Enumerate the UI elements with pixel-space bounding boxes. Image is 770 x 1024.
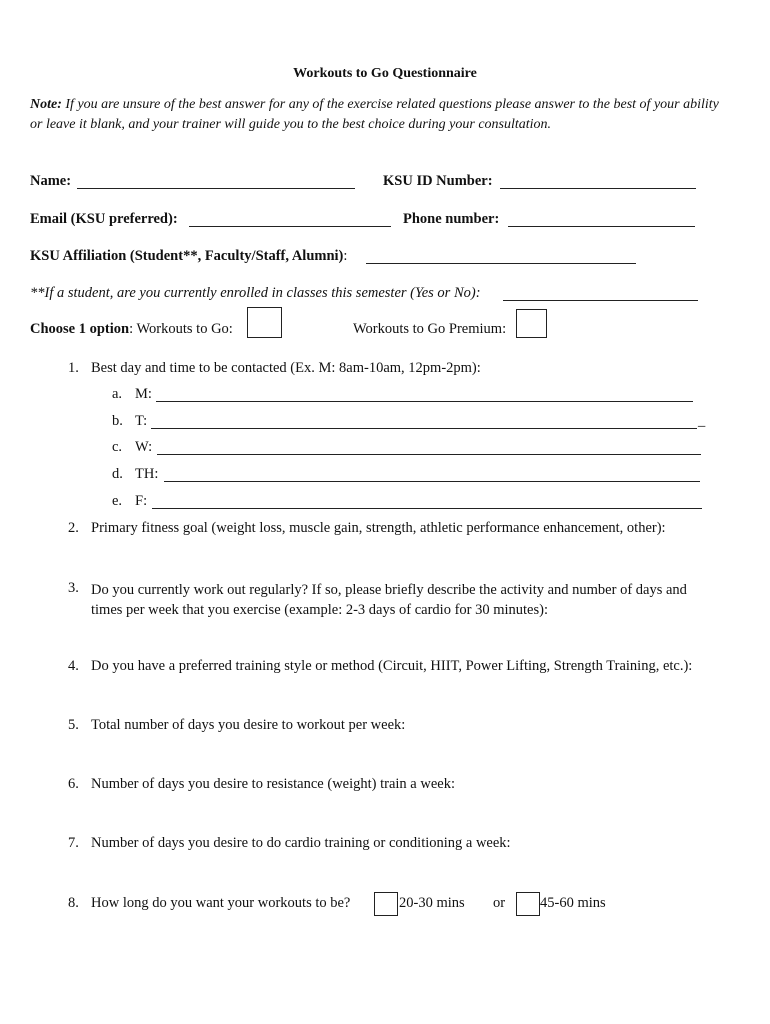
affiliation-row (30, 248, 347, 265)
question-text: Total number of days you desire to workout per week: (91, 717, 406, 733)
question-number: 2. (68, 520, 79, 536)
question-number: 8. (68, 895, 79, 911)
email-label: Email (KSU preferred): (30, 211, 178, 227)
note-label: Note: (30, 97, 62, 112)
duration-option-2: 45-60 mins (540, 895, 606, 911)
day-label: M: (135, 386, 152, 402)
affiliation-label: KSU Affiliation (Student**, Faculty/Staff, Alumni) (30, 248, 344, 264)
day-field-m[interactable] (156, 401, 693, 402)
duration-option-1: 20-30 mins (399, 895, 465, 911)
day-letter: c. (112, 439, 123, 455)
day-label: TH: (135, 466, 159, 482)
question-text: Primary fitness goal (weight loss, muscle gain, strength, athletic performance enhancement, other): (91, 520, 666, 536)
duration-20-30-checkbox[interactable] (374, 892, 398, 916)
name-field[interactable] (77, 188, 355, 189)
day-label: W: (135, 439, 153, 455)
question-number: 1. (68, 360, 79, 376)
question-text: How long do you want your workouts to be? (91, 895, 351, 911)
day-field-f[interactable] (152, 508, 702, 509)
question-number: 7. (68, 835, 79, 851)
day-letter: e. (112, 493, 123, 509)
question-text: Do you have a preferred training style or method (Circuit, HIIT, Power Lifting, Strength Training, etc.): (91, 658, 693, 674)
phone-field[interactable] (508, 226, 695, 227)
ksu-id-field[interactable] (500, 188, 696, 189)
workouts-premium-checkbox[interactable] (516, 309, 547, 338)
day-field-w[interactable] (157, 454, 701, 455)
question-text: Number of days you desire to resistance (weight) train a week: (91, 776, 455, 792)
option-label: Choose 1 option (30, 321, 130, 337)
enrolled-field[interactable] (503, 300, 698, 301)
question-number: 3. (68, 580, 79, 596)
option-go-label: Workouts to Go: (136, 321, 233, 337)
question-number: 5. (68, 717, 79, 733)
day-label: T: (135, 413, 148, 429)
day-label: F: (135, 493, 148, 509)
affiliation-field[interactable] (366, 263, 636, 264)
question-text: Do you currently work out regularly? If so, please briefly describe the activity and number of days and times per week that you exercise (example: 2-3 days of cardio for 30 minutes): (91, 582, 687, 618)
page-title: Workouts to Go Questionnaire (293, 66, 477, 81)
option-premium-label: Workouts to Go Premium: (353, 321, 507, 337)
ksu-id-label: KSU ID Number: (383, 173, 493, 189)
enrolled-label: **If a student, are you currently enrolled in classes this semester (Yes or No): (30, 285, 481, 301)
note-text: If you are unsure of the best answer for any of the exercise related questions please answer to the best of your ability or leave it blank, and your trainer will guide you to the best choice during your consultation. (30, 97, 719, 132)
note-paragraph (30, 95, 730, 135)
option-colon: : (129, 321, 134, 337)
name-label: Name: (30, 173, 72, 189)
day-letter: d. (112, 466, 123, 482)
question-number: 6. (68, 776, 79, 792)
question-text: Number of days you desire to do cardio training or conditioning a week: (91, 835, 511, 851)
question-number: 4. (68, 658, 79, 674)
day-letter: a. (112, 386, 123, 402)
day-trail: _ (698, 413, 706, 429)
option-row (30, 321, 233, 338)
duration-or: or (493, 895, 506, 911)
question-text: Best day and time to be contacted (Ex. M: 8am-10am, 12pm-2pm): (91, 360, 481, 376)
affiliation-colon: : (343, 248, 348, 264)
workouts-to-go-checkbox[interactable] (247, 307, 282, 338)
day-letter: b. (112, 413, 123, 429)
day-field-th[interactable] (164, 481, 700, 482)
phone-label: Phone number: (403, 211, 500, 227)
duration-45-60-checkbox[interactable] (516, 892, 540, 916)
day-field-t[interactable] (151, 428, 697, 429)
email-field[interactable] (189, 226, 391, 227)
